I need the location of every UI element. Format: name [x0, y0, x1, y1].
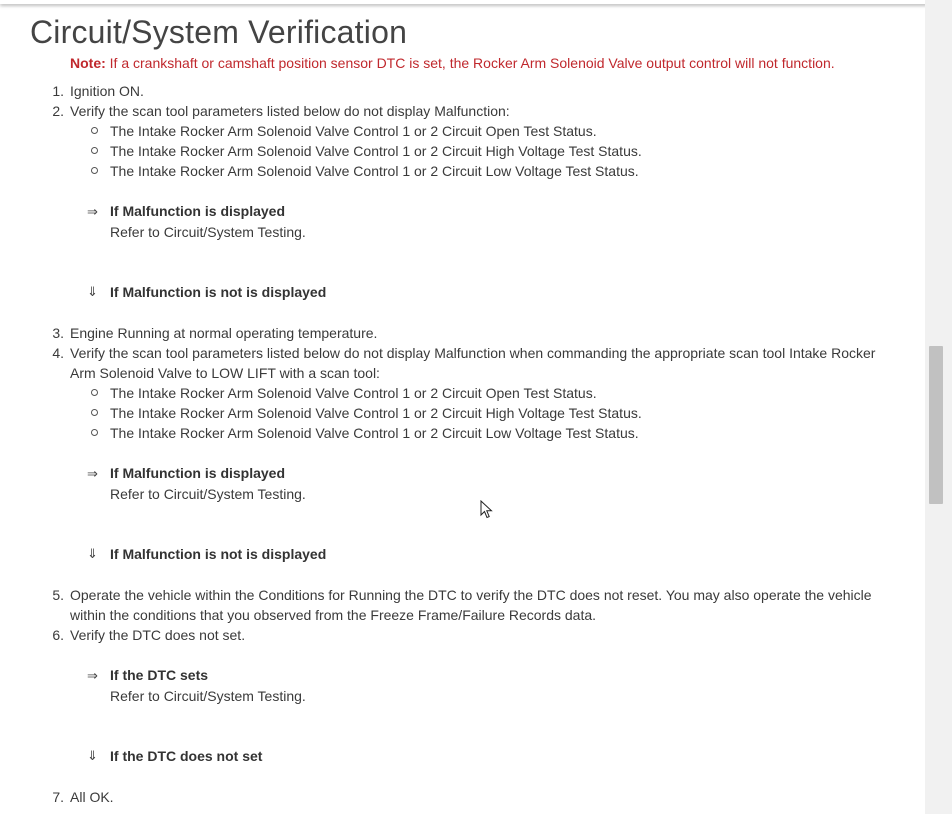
note	[70, 55, 835, 71]
step-text: Operate the vehicle within the Conditions for Running the DTC to verify the DTC does not reset. You may also operate the vehicle	[70, 587, 872, 603]
page-title: Circuit/System Verification	[30, 14, 408, 50]
step-text: Ignition ON.	[70, 83, 144, 99]
list-item: The Intake Rocker Arm Solenoid Valve Control 1 or 2 Circuit Open Test Status.	[110, 385, 597, 401]
step-number: 6.	[52, 627, 64, 643]
down-arrow-icon: ⇓	[87, 748, 98, 763]
down-arrow-icon: ⇓	[87, 284, 98, 299]
step-text: Verify the scan tool parameters listed below do not display Malfunction:	[70, 103, 510, 119]
step-number: 4.	[52, 345, 64, 361]
bullet-icon	[91, 147, 98, 154]
condition-action: Refer to Circuit/System Testing.	[110, 688, 306, 704]
condition-action: Refer to Circuit/System Testing.	[110, 486, 306, 502]
condition-no: If Malfunction is not is displayed	[110, 546, 327, 562]
condition-yes: If Malfunction is displayed	[110, 465, 286, 481]
bullet-icon	[91, 429, 98, 436]
right-arrow-icon: ⇒	[87, 204, 98, 219]
step-number: 2.	[52, 103, 64, 119]
step-text: Arm Solenoid Valve to LOW LIFT with a scan tool:	[70, 365, 380, 381]
down-arrow-icon: ⇓	[87, 546, 98, 561]
condition-no: If Malfunction is not is displayed	[110, 284, 327, 300]
step-text: within the conditions that you observed from the Freeze Frame/Failure Records data.	[70, 607, 597, 623]
bullet-icon	[91, 389, 98, 396]
mouse-cursor-icon	[480, 500, 494, 520]
step-number: 1.	[52, 83, 64, 99]
step-text: Verify the scan tool parameters listed below do not display Malfunction when commanding the appropriate scan tool Intake Rocker	[70, 345, 876, 361]
note-text: If a crankshaft or camshaft position sensor DTC is set, the Rocker Arm Solenoid Valve output control will not function.	[109, 55, 835, 71]
condition-no: If the DTC does not set	[110, 748, 263, 764]
step-text: Verify the DTC does not set.	[70, 627, 246, 643]
step-number: 5.	[52, 587, 64, 603]
right-arrow-icon: ⇒	[87, 466, 98, 481]
condition-action: Refer to Circuit/System Testing.	[110, 224, 306, 240]
condition-yes: If Malfunction is displayed	[110, 203, 286, 219]
bullet-icon	[91, 409, 98, 416]
list-item: The Intake Rocker Arm Solenoid Valve Control 1 or 2 Circuit Open Test Status.	[110, 123, 597, 139]
note-label: Note:	[70, 55, 106, 71]
list-item: The Intake Rocker Arm Solenoid Valve Control 1 or 2 Circuit High Voltage Test Status.	[110, 405, 642, 421]
bullet-icon	[91, 127, 98, 134]
step-text: All OK.	[70, 789, 114, 805]
list-item: The Intake Rocker Arm Solenoid Valve Control 1 or 2 Circuit Low Voltage Test Status.	[110, 425, 639, 441]
list-item: The Intake Rocker Arm Solenoid Valve Control 1 or 2 Circuit Low Voltage Test Status.	[110, 163, 639, 179]
right-arrow-icon: ⇒	[87, 668, 98, 683]
step-text: Engine Running at normal operating temperature.	[70, 325, 378, 341]
bullet-icon	[91, 167, 98, 174]
list-item: The Intake Rocker Arm Solenoid Valve Control 1 or 2 Circuit High Voltage Test Status.	[110, 143, 642, 159]
condition-yes: If the DTC sets	[110, 667, 209, 683]
step-number: 3.	[52, 325, 64, 341]
scrollbar-thumb[interactable]	[929, 346, 943, 504]
step-number: 7.	[52, 789, 64, 805]
